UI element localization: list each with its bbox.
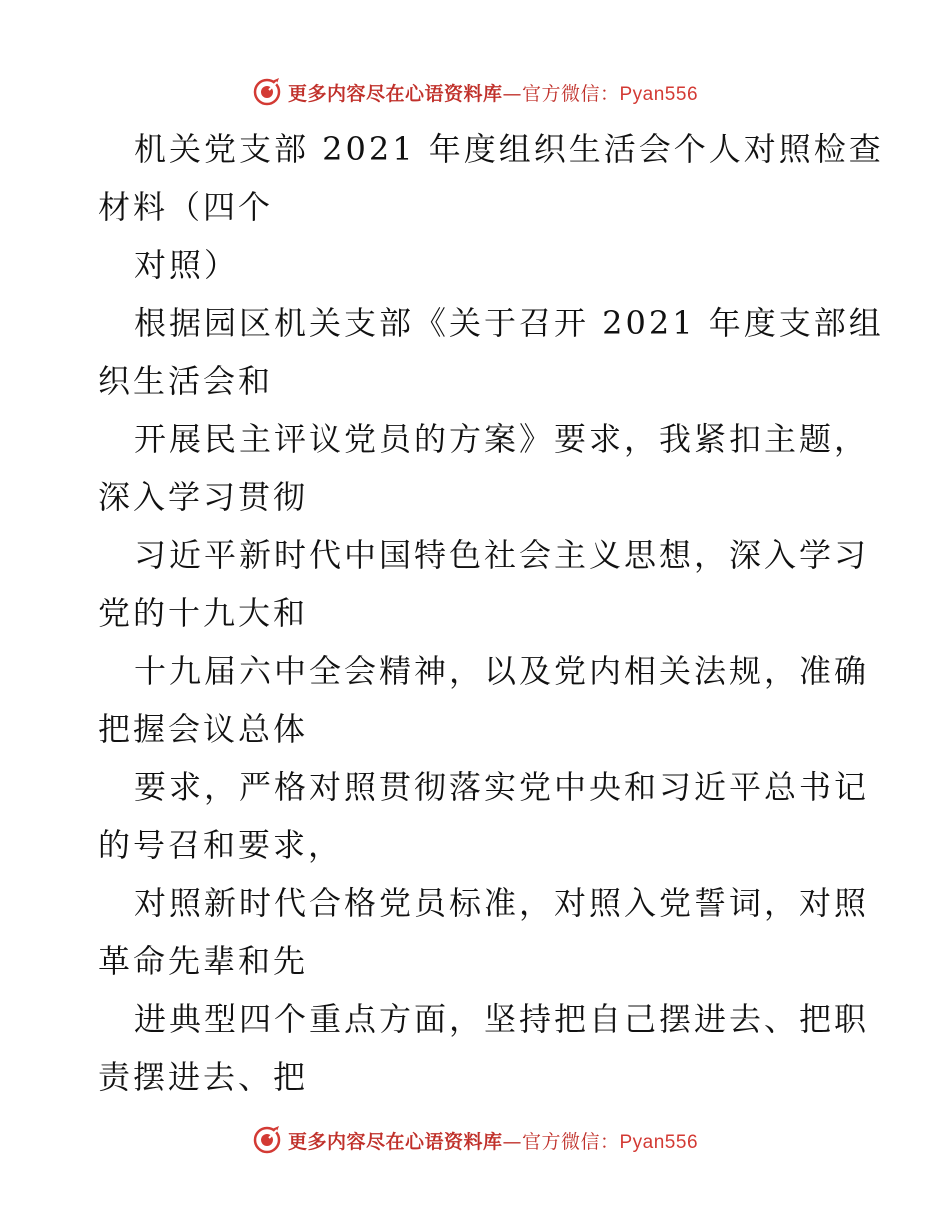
text-line: 责摆进去、把 xyxy=(98,1058,309,1096)
text-line: 十九届六中全会精神，以及党内相关法规，准确 xyxy=(134,652,870,690)
quill-seal-icon xyxy=(252,77,282,107)
text-line: 材料（四个 xyxy=(98,188,274,226)
banner-text xyxy=(288,1127,698,1154)
text-line: 开展民主评议党员的方案》要求，我紧扣主题， xyxy=(134,420,870,458)
text-line: 深入学习贯彻 xyxy=(98,478,309,516)
text-line: 要求，严格对照贯彻落实党中央和习近平总书记 xyxy=(134,768,870,806)
text-line: 根据园区机关支部《关于召开 2021 年度支部组 xyxy=(134,304,884,342)
header-banner xyxy=(0,72,950,112)
text-line: 党的十九大和 xyxy=(98,594,309,632)
text-line: 的号召和要求， xyxy=(98,826,344,864)
banner-wechat-id: Pyan556 xyxy=(619,1131,699,1153)
banner-wechat-label: —官方微信： xyxy=(502,1130,620,1153)
document-body xyxy=(98,120,884,1106)
banner-text xyxy=(288,79,698,106)
footer-banner xyxy=(0,1120,950,1160)
text-line: 对照新时代合格党员标准，对照入党誓词，对照 xyxy=(134,884,870,922)
text-line: 把握会议总体 xyxy=(98,710,309,748)
banner-wechat-id: Pyan556 xyxy=(619,83,699,105)
banner-wechat-label: —官方微信： xyxy=(502,82,620,105)
banner-main-text: 更多内容尽在心语资料库 xyxy=(287,82,503,105)
text-line: 进典型四个重点方面，坚持把自己摆进去、把职 xyxy=(134,1000,870,1038)
text-line: 革命先辈和先 xyxy=(98,942,309,980)
text-line: 机关党支部 2021 年度组织生活会个人对照检查 xyxy=(134,130,884,168)
banner-main-text: 更多内容尽在心语资料库 xyxy=(287,1130,503,1153)
quill-seal-icon xyxy=(252,1125,282,1155)
text-line: 对照） xyxy=(134,246,240,284)
text-line: 习近平新时代中国特色社会主义思想，深入学习 xyxy=(134,536,870,574)
text-line: 织生活会和 xyxy=(98,362,274,400)
